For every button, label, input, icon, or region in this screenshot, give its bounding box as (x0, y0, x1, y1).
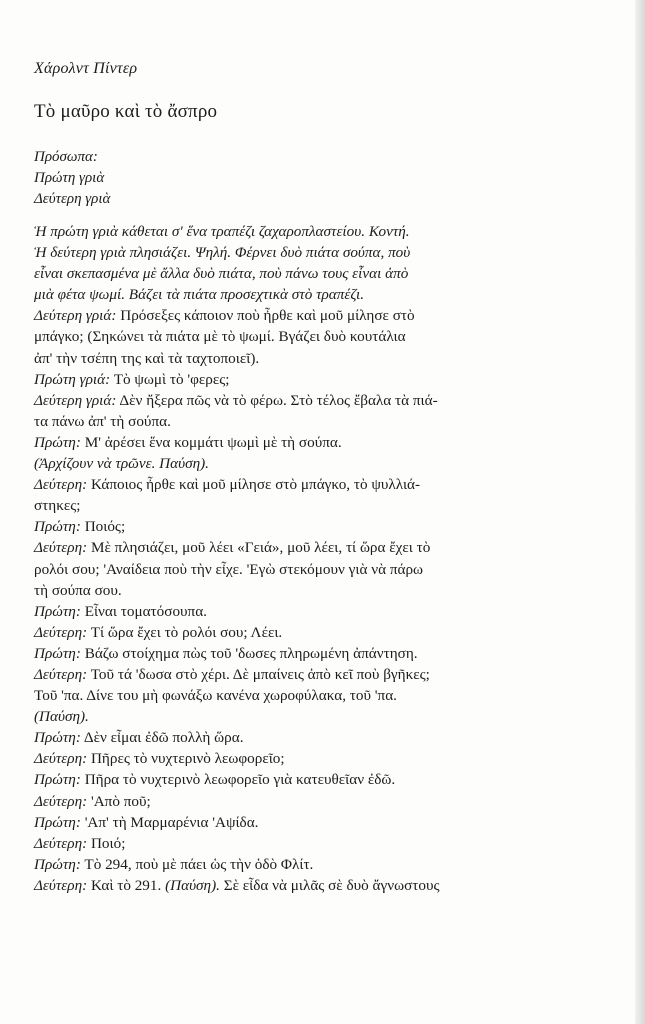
dialogue-line (34, 769, 564, 790)
speaker-label: Δεύτερη: (34, 623, 88, 641)
line-text: Ἡ δεύτερη γριὰ πλησιάζει. Ψηλή. Φέρνει δυὸ πιάτα σούπα, ποὺ (34, 244, 411, 262)
dialogue-paragraph (34, 812, 564, 833)
speaker-label: Πρώτη: (34, 433, 81, 451)
speaker-label: Δεύτερη: (34, 476, 88, 494)
cast-heading: Πρόσωπα: (34, 149, 98, 165)
dialogue-paragraph (34, 432, 564, 453)
line-text: ρολόι σου; 'Αναίδεια ποὺ τὴν εἶχε. 'Εγὼ στεκόμουν γιὰ νὰ πάρω (34, 560, 424, 578)
speaker-label: Δεύτερη: (34, 539, 88, 557)
dialogue-line (34, 875, 564, 896)
speaker-label: Δεύτερη γριά: (34, 307, 117, 325)
dialogue-line (34, 537, 564, 558)
line-text: Καὶ τὸ 291. (Παύση). Σὲ εἶδα νὰ μιλᾶς σὲ δυὸ ἄγνωστους (90, 876, 440, 894)
dialogue-line (34, 263, 564, 284)
line-text: στηκες; (34, 497, 81, 515)
line-text: Τοῦ 'πα. Δίνε του μὴ φωνάξω κανένα χωροφύλακα, τοῦ 'πα. (34, 687, 397, 705)
speaker-label: Δεύτερη: (34, 834, 88, 852)
dialogue-paragraph (34, 221, 564, 305)
line-text: Τί ὥρα ἔχει τὸ ρολόι σου; Λέει. (90, 623, 283, 641)
line-text: Μὲ πλησιάζει, μοῦ λέει «Γειά», μοῦ λέει, τί ὥρα ἔχει τὸ (90, 539, 431, 557)
line-text: τὴ σούπα σου. (34, 581, 122, 599)
dialogue-line (34, 643, 564, 664)
cast-second: Δεύτερη γριὰ (34, 191, 111, 207)
speaker-label: Πρώτη: (34, 855, 81, 873)
line-text: Δὲν εἶμαι ἐδῶ πολλὴ ὥρα. (83, 729, 244, 747)
dialogue-paragraph (34, 706, 564, 727)
dialogue-line (34, 495, 564, 516)
speaker-label: Δεύτερη: (34, 750, 88, 768)
line-text: Κάποιος ἦρθε καὶ μοῦ μίλησε στὸ μπάγκο, τὸ ψυλλιά- (90, 476, 421, 494)
line-text: Ποιό; (90, 834, 126, 852)
line-text: μπάγκο; (Σηκώνει τὰ πιάτα μὲ τὸ ψωμί. Βγάζει δυὸ κουτάλια (34, 328, 406, 346)
dialogue-paragraph (34, 474, 564, 516)
stage-direction: (Παύση). (165, 876, 220, 894)
speaker-label: Πρώτη γριά: (34, 370, 111, 388)
dialogue-line (34, 685, 564, 706)
dialogue-line (34, 432, 564, 453)
dialogue-line (34, 791, 564, 812)
line-text: εἶναι σκεπασμένα μὲ ἄλλα δυὸ πιάτα, ποὺ πάνω τους εἶναι ἀπὸ (34, 265, 409, 283)
dialogue-paragraph (34, 622, 564, 643)
dialogue-paragraph (34, 390, 564, 432)
dialogue-paragraph (34, 643, 564, 664)
cast-list (34, 147, 110, 210)
dialogue-paragraph (34, 791, 564, 812)
dialogue-line (34, 516, 564, 537)
line-text: Τὸ 294, ποὺ μὲ πάει ὡς τὴν ὁδὸ Φλίτ. (84, 855, 314, 873)
dialogue-paragraph (34, 854, 564, 875)
dialogue-line (34, 242, 564, 263)
line-text: 'Απὸ ποῦ; (90, 792, 151, 810)
speaker-label: Πρώτη: (34, 729, 81, 747)
line-text: μιὰ φέτα ψωμί. Βάζει τὰ πιάτα προσεχτικὰ στὸ τραπέζι. (34, 286, 365, 304)
dialogue-paragraph (34, 601, 564, 622)
speaker-label: Πρώτη: (34, 518, 81, 536)
line-text: (Ἀρχίζουν νὰ τρῶνε. Παύση). (34, 455, 209, 473)
line-text: Τὸ ψωμὶ τὸ 'φερες; (113, 370, 230, 388)
dialogue-line (34, 559, 564, 580)
dialogue-line (34, 812, 564, 833)
line-text: Πῆρα τὸ νυχτερινὸ λεωφορεῖο γιὰ κατευθεῖαν ἐδῶ. (84, 771, 396, 789)
line-text: Πρόσεξες κάποιον ποὺ ἦρθε καὶ μοῦ μίλησε στὸ (120, 307, 415, 325)
dialogue-paragraph (34, 875, 564, 896)
dialogue-paragraph (34, 664, 564, 706)
dialogue-line (34, 706, 564, 727)
dialogue-line (34, 326, 564, 347)
play-title: Τὸ μαῦρο καὶ τὸ ἄσπρο (34, 101, 218, 122)
line-text: Τοῦ τά 'δωσα στὸ χέρι. Δὲ μπαίνεις ἀπὸ κεῖ ποὺ βγῆκες; (90, 665, 430, 683)
dialogue-body (34, 221, 564, 896)
dialogue-paragraph (34, 769, 564, 790)
line-text: Βάζω στοίχημα πὼς τοῦ 'δωσες πληρωμένη ἀπάντηση. (84, 644, 418, 662)
dialogue-line (34, 854, 564, 875)
dialogue-line (34, 348, 564, 369)
speaker-label: Δεύτερη: (34, 792, 88, 810)
dialogue-line (34, 284, 564, 305)
line-text: Ἡ πρώτη γριὰ κάθεται σ' ἕνα τραπέζι ζαχαροπλαστείου. Κοντή. (34, 223, 410, 240)
line-text: (Παύση). (34, 708, 89, 726)
dialogue-paragraph (34, 516, 564, 537)
dialogue-paragraph (34, 305, 564, 368)
speaker-label: Πρώτη: (34, 602, 81, 620)
dialogue-line (34, 474, 564, 495)
page-edge-shadow (635, 0, 645, 1024)
speaker-label: Πρώτη: (34, 771, 81, 789)
dialogue-paragraph (34, 369, 564, 390)
dialogue-line (34, 411, 564, 432)
dialogue-paragraph (34, 727, 564, 748)
line-text: 'Απ' τὴ Μαρμαρένια 'Αψίδα. (84, 813, 259, 831)
line-text: Δὲν ἤξερα πῶς νὰ τὸ φέρω. Στὸ τέλος ἔβαλα τὰ πιά- (119, 391, 438, 409)
dialogue-paragraph (34, 833, 564, 854)
dialogue-line (34, 369, 564, 390)
speaker-label: Δεύτερη: (34, 665, 88, 683)
speaker-label: Πρώτη: (34, 813, 81, 831)
dialogue-line (34, 390, 564, 411)
dialogue-line (34, 580, 564, 601)
dialogue-line (34, 305, 564, 326)
line-text: Εἶναι τοματόσουπα. (84, 602, 207, 620)
line-text: Μ' ἀρέσει ἕνα κομμάτι ψωμὶ μὲ τὴ σούπα. (84, 433, 342, 451)
dialogue-line (34, 727, 564, 748)
line-text: Ποιός; (84, 518, 126, 536)
dialogue-line (34, 833, 564, 854)
dialogue-line (34, 221, 564, 242)
speaker-label: Δεύτερη: (34, 876, 88, 894)
line-text: Πῆρες τὸ νυχτερινὸ λεωφορεῖο; (90, 750, 285, 768)
dialogue-line (34, 748, 564, 769)
dialogue-paragraph (34, 537, 564, 600)
dialogue-line (34, 453, 564, 474)
cast-first: Πρώτη γριὰ (34, 170, 105, 186)
dialogue-line (34, 664, 564, 685)
dialogue-paragraph (34, 453, 564, 474)
dialogue-paragraph (34, 748, 564, 769)
line-text: τα πάνω ἀπ' τὴ σούπα. (34, 412, 171, 430)
dialogue-line (34, 622, 564, 643)
speaker-label: Πρώτη: (34, 644, 81, 662)
dialogue-line (34, 601, 564, 622)
speaker-label: Δεύτερη γριά: (34, 391, 117, 409)
line-text: ἀπ' τὴν τσέπη της καὶ τὰ ταχτοποιεῖ). (34, 349, 260, 367)
author-name: Χάρολντ Πίντερ (34, 60, 138, 77)
